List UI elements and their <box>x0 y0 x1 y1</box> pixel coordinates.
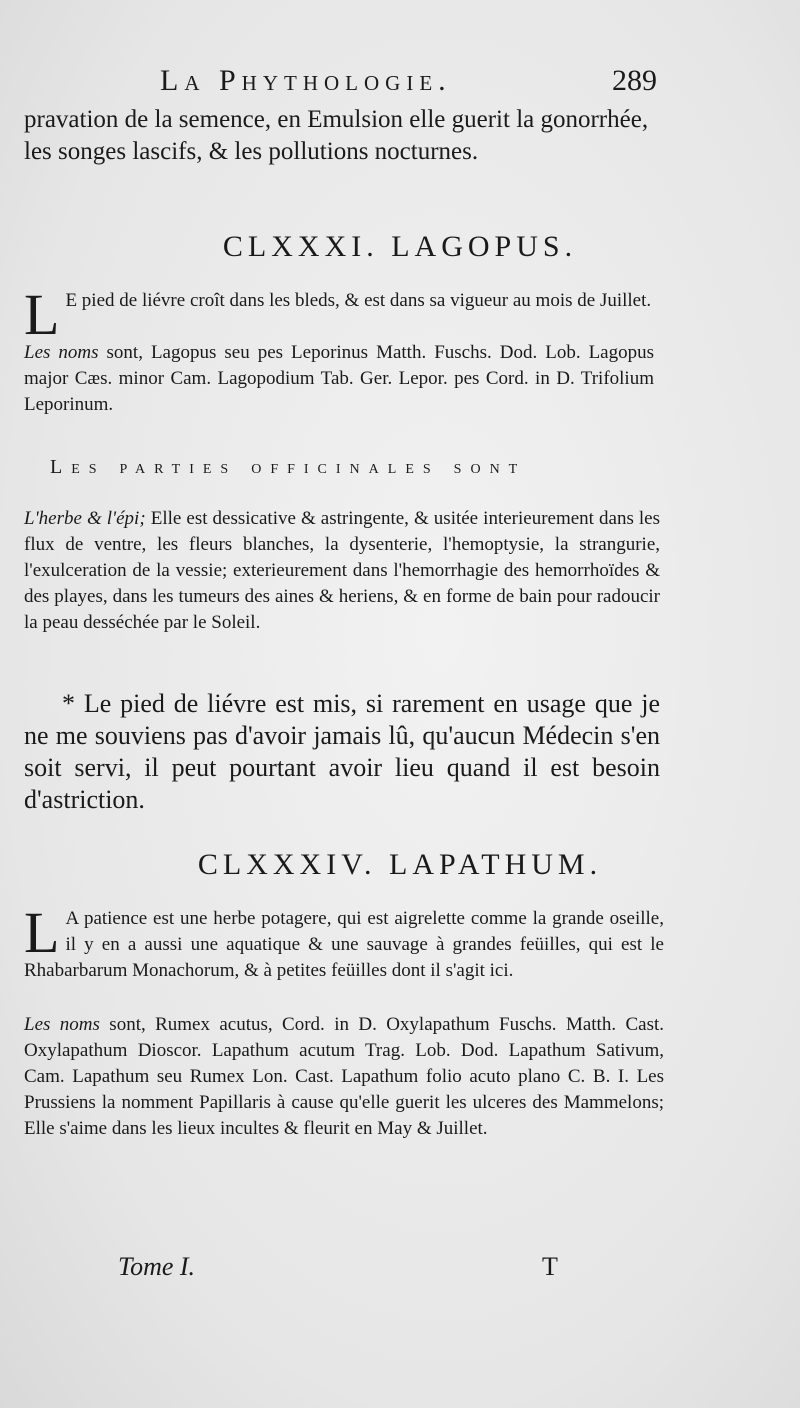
section-heading-lagopus: CLXXXI. LAGOPUS. <box>222 230 578 263</box>
page-number: 289 <box>612 64 657 97</box>
running-head <box>0 64 800 104</box>
paragraph-continuation: pravation de la semence, en Emulsion elle guerit la gonorrhée, les songes lascifs, & les pollutions nocturnes. <box>24 106 649 165</box>
paragraph-noms-lapathum <box>24 1012 664 1142</box>
paragraph-text: sont, Rumex acutus, Cord. in D. Oxylapathum Fuschs. Matth. Cast. Oxylapathum Dioscor. Lapathum acutum Trag. Lob. Dod. Lapathum Sativum, Cam. Lapathum seu Rumex Lon. Cast. Lapathum folio acuto plano C. B. I. Les Prussiens la nomment Papillaris à cause qu'elle guerit les ulceres des Mammelons; Elle s'aime dans les lieux incultes & fleurit en May & Juillet. <box>24 1014 664 1139</box>
paragraph-parties <box>24 506 660 636</box>
paragraph-label: Les noms <box>24 342 99 363</box>
running-title: La Phythologie. <box>160 64 452 97</box>
paragraph-lapathum <box>24 900 664 984</box>
subheading-parties: Les parties officinales sont <box>50 456 527 478</box>
dropcap: L <box>24 282 60 347</box>
paragraph-text: Elle est dessicative & astringente, & usitée interieurement dans les flux de ventre, les fleurs blanches, la dysenterie, l'hemoptysie, la strangurie, l'exulceration de la vessie; exterieurement dans l'hemorrhagie des hemorrhoïdes & des playes, dans les tumeurs des aines & heriens, & en forme de bain pour radoucir la peau desséchée par le Soleil. <box>24 508 660 633</box>
paragraph-label: L'herbe & l'épi; <box>24 508 146 529</box>
signature-mark: Tome I. <box>118 1252 196 1281</box>
paragraph-lagopus <box>24 282 654 347</box>
paragraph-note: * Le pied de liévre est mis, si rarement en usage que je ne me souviens pas d'avoir jamais lû, qu'aucun Médecin s'en soit servi, il peut pourtant avoir lieu quand il est besoin d'astriction. <box>24 689 660 814</box>
paragraph-label: Les noms <box>24 1014 100 1035</box>
paragraph-text: E pied de liévre croît dans les bleds, & est dans sa vigueur au mois de Juillet. <box>65 290 652 311</box>
section-heading-lapathum: CLXXXIV. LAPATHUM. <box>197 848 603 881</box>
paragraph-noms-lagopus <box>24 340 654 418</box>
page-footer <box>0 1252 800 1288</box>
dropcap: L <box>24 900 60 965</box>
gathering-mark: T <box>542 1252 558 1281</box>
paragraph-text: A patience est une herbe potagere, qui est aigrelette comme la grande oseille, il y en a aussi une aquatique & une sauvage à grandes feüilles, qui est le Rhabarbarum Monachorum, & à petites feüilles dont il s'agit ici. <box>24 908 664 981</box>
paragraph-text: sont, Lagopus seu pes Leporinus Matth. Fuschs. Dod. Lob. Lagopus major Cæs. minor Cam. Lagopodium Tab. Ger. Lepor. pes Cord. in D. Trifolium Leporinum. <box>24 342 654 415</box>
